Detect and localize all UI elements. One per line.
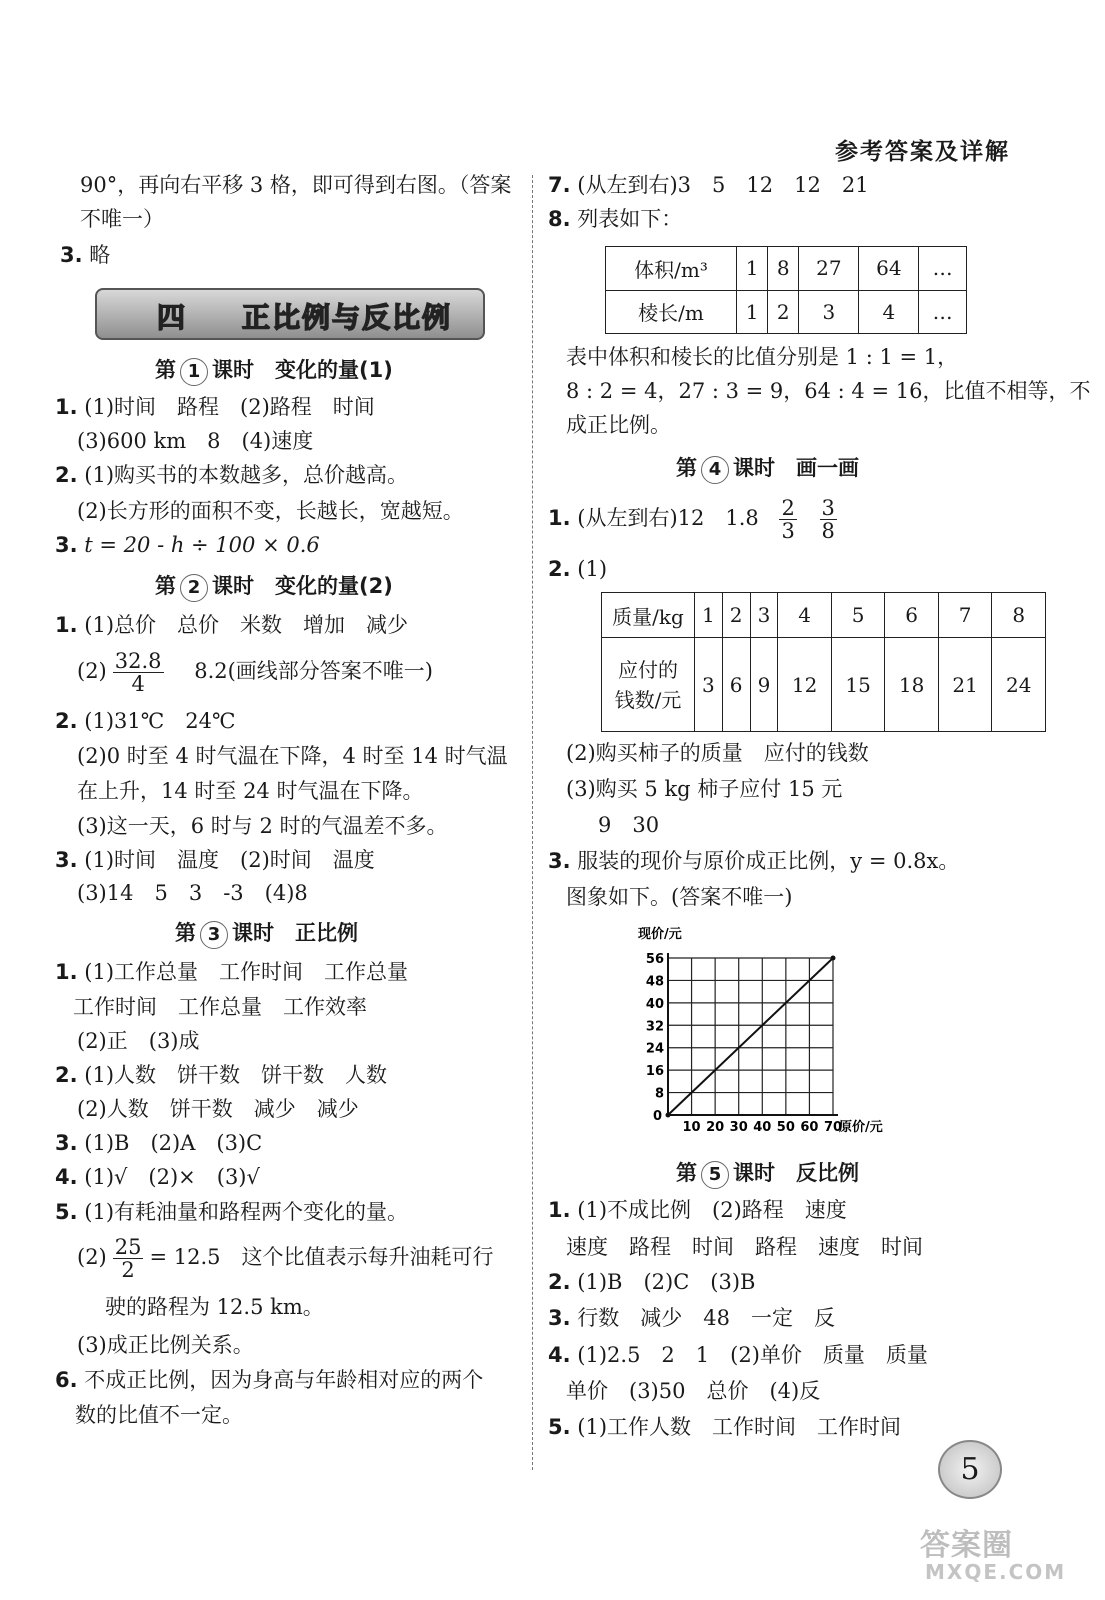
table-cell: 1	[737, 247, 768, 291]
answer-text: (从左到右)12 1.8	[577, 506, 759, 530]
question-number: 1.	[55, 960, 78, 984]
table-cell: 2	[768, 290, 799, 334]
answer-text: (1)B (2)C (3)B	[577, 1270, 756, 1294]
y-tick-label: 16	[645, 1064, 664, 1080]
question-number: 3.	[548, 849, 571, 873]
answer-text: 9 30	[598, 813, 660, 837]
answer-text: 图象如下。(答案不唯一)	[566, 885, 793, 909]
answer-text: (2)长方形的面积不变，长越长，宽越短。	[77, 499, 464, 523]
answer-text: 成正比例。	[566, 413, 671, 437]
header-title: 参考答案及详解	[835, 138, 1010, 165]
x-tick-label: 50	[776, 1120, 795, 1135]
answer-text: 驶的路程为 12.5 km。	[105, 1295, 324, 1319]
table-row-header: 体积/m³	[606, 247, 737, 291]
answer-text: (1)总价 总价 米数 增加 减少	[84, 613, 409, 637]
answer-text: 单价 (3)50 总价 (4)反	[566, 1379, 821, 1403]
question-number: 2.	[548, 1270, 571, 1294]
y-tick-label: 48	[645, 974, 664, 990]
table-cell: 64	[859, 247, 919, 291]
answer-text: (1)有耗油量和路程两个变化的量。	[84, 1200, 409, 1224]
table-cell: 5	[831, 593, 885, 638]
fraction: $\frac{3}{8}$	[821, 496, 835, 543]
volume-edge-table	[605, 246, 967, 334]
answer-text: 表中体积和棱长的比值分别是 1 : 1 = 1，	[566, 345, 959, 369]
answer-text: (1)	[577, 557, 608, 581]
answer-text: 8 : 2 = 4，27 : 3 = 9，64 : 4 = 16，比值不相等，不	[566, 379, 1091, 403]
question-number: 1.	[55, 613, 78, 637]
answer-text: (1)B (2)A (3)C	[84, 1131, 263, 1155]
table-cell: 7	[938, 593, 992, 638]
answer-text: 工作时间 工作总量 工作效率	[73, 995, 367, 1019]
question-number: 1.	[548, 506, 571, 530]
answer-text: t = 20 - h ÷ 100 × 0.6	[84, 533, 320, 557]
watermark-url: MXQE.COM	[925, 1560, 1067, 1584]
table-cell: …	[919, 290, 967, 334]
question-number: 2.	[548, 557, 571, 581]
answer-text: (2)0 时至 4 时气温在下降，4 时至 14 时气温	[77, 744, 508, 768]
answer-text: 不成正比例，因为身高与年龄相对应的两个	[84, 1368, 484, 1392]
answer-text: (3)这一天，6 时与 2 时的气温差不多。	[77, 814, 448, 838]
answer-text: (2)正 (3)成	[77, 1029, 200, 1053]
y-tick-label: 56	[645, 952, 664, 967]
origin-label: 0	[652, 1109, 662, 1124]
question-number: 3.	[548, 1306, 571, 1330]
table-cell: 8	[768, 247, 799, 291]
x-tick-label: 30	[729, 1120, 748, 1135]
question-number: 3.	[55, 848, 78, 872]
table-cell: 9	[750, 638, 778, 732]
table-row-header: 应付的 钱数/元	[602, 638, 695, 732]
lesson-number: 3	[200, 921, 228, 949]
table-cell: 15	[831, 638, 885, 732]
answer-text: (1)√ (2)× (3)√	[84, 1165, 260, 1189]
answer-text: = 12.5 这个比值表示每升油耗可行	[149, 1245, 494, 1269]
mass-price-table	[601, 592, 1046, 732]
answer-text: (1)工作总量 工作时间 工作总量	[84, 960, 409, 984]
lesson-heading: 第 1 课时 变化的量(1)	[155, 354, 393, 386]
watermark-logo: 答案圈	[920, 1528, 1013, 1563]
question-number: 4.	[55, 1165, 78, 1189]
table-cell: 8	[992, 593, 1046, 638]
answer-text: 列表如下：	[577, 207, 683, 231]
question-number: 1.	[55, 395, 78, 419]
question-number: 8.	[548, 207, 571, 231]
table-cell: 3	[799, 290, 859, 334]
table-cell: 12	[778, 638, 832, 732]
price-line-chart	[628, 925, 918, 1150]
x-tick-label: 40	[753, 1120, 772, 1135]
lesson-heading: 第 2 课时 变化的量(2)	[155, 570, 393, 602]
answer-text: (从左到右)3 5 12 12 21	[577, 173, 869, 197]
answer-text: 服装的现价与原价成正比例，y = 0.8x。	[577, 849, 960, 873]
answer-text: (3)600 km 8 (4)速度	[77, 429, 314, 453]
answer-text: 90°，再向右平移 3 格，即可得到右图。（答案	[80, 173, 512, 197]
y-axis-label: 现价/元	[638, 927, 682, 942]
table-cell: 3	[750, 593, 778, 638]
table-cell: 18	[885, 638, 939, 732]
lesson-heading: 第 3 课时 正比例	[175, 917, 358, 949]
lesson-number: 1	[180, 358, 208, 386]
answer-text: (1)时间 路程 (2)路程 时间	[84, 395, 375, 419]
table-row-header: 棱长/m	[606, 290, 737, 334]
column-divider	[532, 175, 533, 1470]
fraction: $\frac{32.8}{4}$	[114, 649, 162, 696]
data-point	[831, 956, 836, 961]
table-cell: 3	[695, 638, 723, 732]
question-number: 5.	[55, 1200, 78, 1224]
answer-text: 在上升，14 时至 24 时气温在下降。	[77, 779, 424, 803]
table-cell: 2	[722, 593, 750, 638]
table-cell: 6	[722, 638, 750, 732]
y-tick-label: 40	[645, 996, 664, 1012]
table-cell: 27	[799, 247, 859, 291]
answer-text: (3)14 5 3 -3 (4)8	[77, 881, 308, 905]
table-cell: 21	[938, 638, 992, 732]
section-banner	[95, 288, 485, 340]
x-axis-label: 原价/元	[839, 1120, 883, 1135]
series-line	[668, 958, 833, 1115]
fraction: $\frac{25}{2}$	[114, 1235, 142, 1282]
answer-text: (2)购买柿子的质量 应付的钱数	[566, 741, 869, 765]
table-cell: 4	[859, 290, 919, 334]
answer-text: 不唯一）	[80, 207, 164, 231]
question-number: 5.	[548, 1415, 571, 1439]
answer-text: (1)31℃ 24℃	[84, 709, 236, 733]
section-title: 正比例与反比例	[242, 301, 453, 334]
table-cell: 1	[737, 290, 768, 334]
question-number: 6.	[55, 1368, 78, 1392]
table-cell: 24	[992, 638, 1046, 732]
answer-text: (1)时间 温度 (2)时间 温度	[84, 848, 375, 872]
question-number: 3.	[55, 533, 78, 557]
answer-text: 数的比值不一定。	[75, 1403, 243, 1427]
lesson-number: 4	[701, 456, 729, 484]
question-number: 1.	[548, 1198, 571, 1222]
table-cell: …	[919, 247, 967, 291]
table-cell: 6	[885, 593, 939, 638]
y-tick-label: 24	[645, 1041, 664, 1057]
y-tick-label: 32	[645, 1019, 664, 1035]
page-number: 5	[938, 1440, 1002, 1499]
answer-text: 速度 路程 时间 路程 速度 时间	[566, 1235, 923, 1259]
lesson-heading: 第 5 课时 反比例	[676, 1157, 859, 1189]
table-cell: 1	[695, 593, 723, 638]
question-number: 2.	[55, 1063, 78, 1087]
answer-text: (2)人数 饼干数 减少 减少	[77, 1097, 359, 1121]
answer-text: 略	[89, 243, 111, 267]
question-number: 3.	[60, 243, 83, 267]
x-tick-label: 10	[682, 1120, 701, 1135]
answer-text: 行数 减少 48 一定 反	[577, 1306, 836, 1330]
answer-text: (1)不成比例 (2)路程 速度	[577, 1198, 847, 1222]
question-number: 7.	[548, 173, 571, 197]
lesson-number: 2	[180, 574, 208, 602]
data-point	[666, 1113, 671, 1118]
question-number: 2.	[55, 709, 78, 733]
answer-text: (1)购买书的本数越多，总价越高。	[84, 463, 409, 487]
question-number: 3.	[55, 1131, 78, 1155]
y-tick-label: 8	[654, 1086, 664, 1102]
question-number: 2.	[55, 463, 78, 487]
question-number: 4.	[548, 1343, 571, 1367]
answer-text: (1)工作人数 工作时间 工作时间	[577, 1415, 902, 1439]
answer-text: (1)2.5 2 1 (2)单价 质量 质量	[577, 1343, 928, 1367]
answer-text: (3)购买 5 kg 柿子应付 15 元	[566, 777, 843, 801]
section-number: 四	[157, 301, 186, 334]
x-tick-label: 70	[823, 1120, 843, 1135]
answer-text: 8.2(画线部分答案不唯一)	[194, 659, 433, 683]
x-tick-label: 60	[800, 1120, 819, 1135]
answer-text: (3)成正比例关系。	[77, 1333, 254, 1357]
fraction: $\frac{2}{3}$	[781, 496, 795, 543]
x-tick-label: 20	[706, 1120, 725, 1135]
table-cell: 4	[778, 593, 832, 638]
table-row-header: 质量/kg	[602, 593, 695, 638]
answer-text: (1)人数 饼干数 饼干数 人数	[84, 1063, 388, 1087]
lesson-number: 5	[701, 1161, 729, 1189]
lesson-heading: 第 4 课时 画一画	[676, 452, 859, 484]
